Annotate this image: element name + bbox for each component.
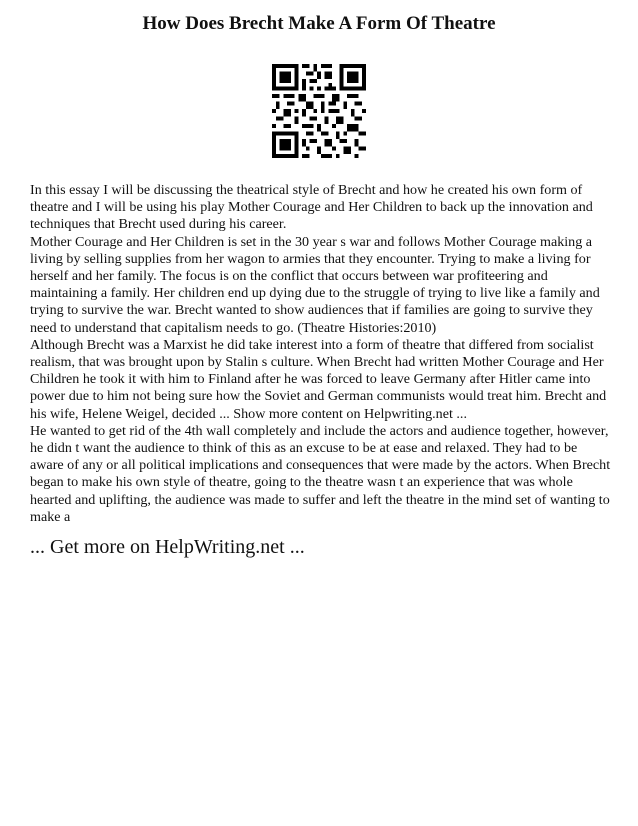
- essay-paragraph: Mother Courage and Her Children is set in the 30 year s war and follows Mother Courage making a living by selling supplies from her wagon to armies that they encounter. Trying to make a living for herself and her family. The focus is on the conflict that occurs between war profiteering and maintaining a family. Her children end up dying due to the struggle of trying to live like a family and trying to survive the war. Brecht wanted to show audiences that if families are going to survive they need to understand that capitalism needs to go. (Theatre Histories:2010): [30, 233, 600, 336]
- document-title: How Does Brecht Make A Form Of Theatre: [142, 13, 496, 34]
- essay-paragraph: He wanted to get rid of the 4th wall completely and include the actors and audience together, however, he didn t want the audience to think of this as an excuse to be at ease and relaxed. They had to be aware of any or all political implications and consequences that were made by the actors. When Brecht began to make his own style of theatre, going to the theatre wasn t an experience that was whole hearted and uplifting, the audience was made to suffer and left the theatre in the mind set of wanting to make a: [30, 422, 611, 525]
- qr-code-icon: [272, 64, 366, 158]
- essay-paragraph: In this essay I will be discussing the theatrical style of Brecht and how he created his own form of theatre and I will be using his play Mother Courage and Her Children to back up the innovation and techniques that Brecht used during his career.: [30, 182, 593, 233]
- essay-body: [30, 182, 612, 526]
- get-more-link[interactable]: ... Get more on HelpWriting.net ...: [30, 536, 305, 558]
- essay-paragraph: Although Brecht was a Marxist he did take interest into a form of theatre that differed from socialist realism, that was brought upon by Stalin s culture. When Brecht had written Mother Courage and Her Children he took it with him to Finland after he was forced to leave Germany after Hitler came into power due to him not being sure how the Soviet and German communists would treat him. Brecht and his wife, Helene Weigel, decided ... Show more content on Helpwriting.net ...: [30, 336, 607, 422]
